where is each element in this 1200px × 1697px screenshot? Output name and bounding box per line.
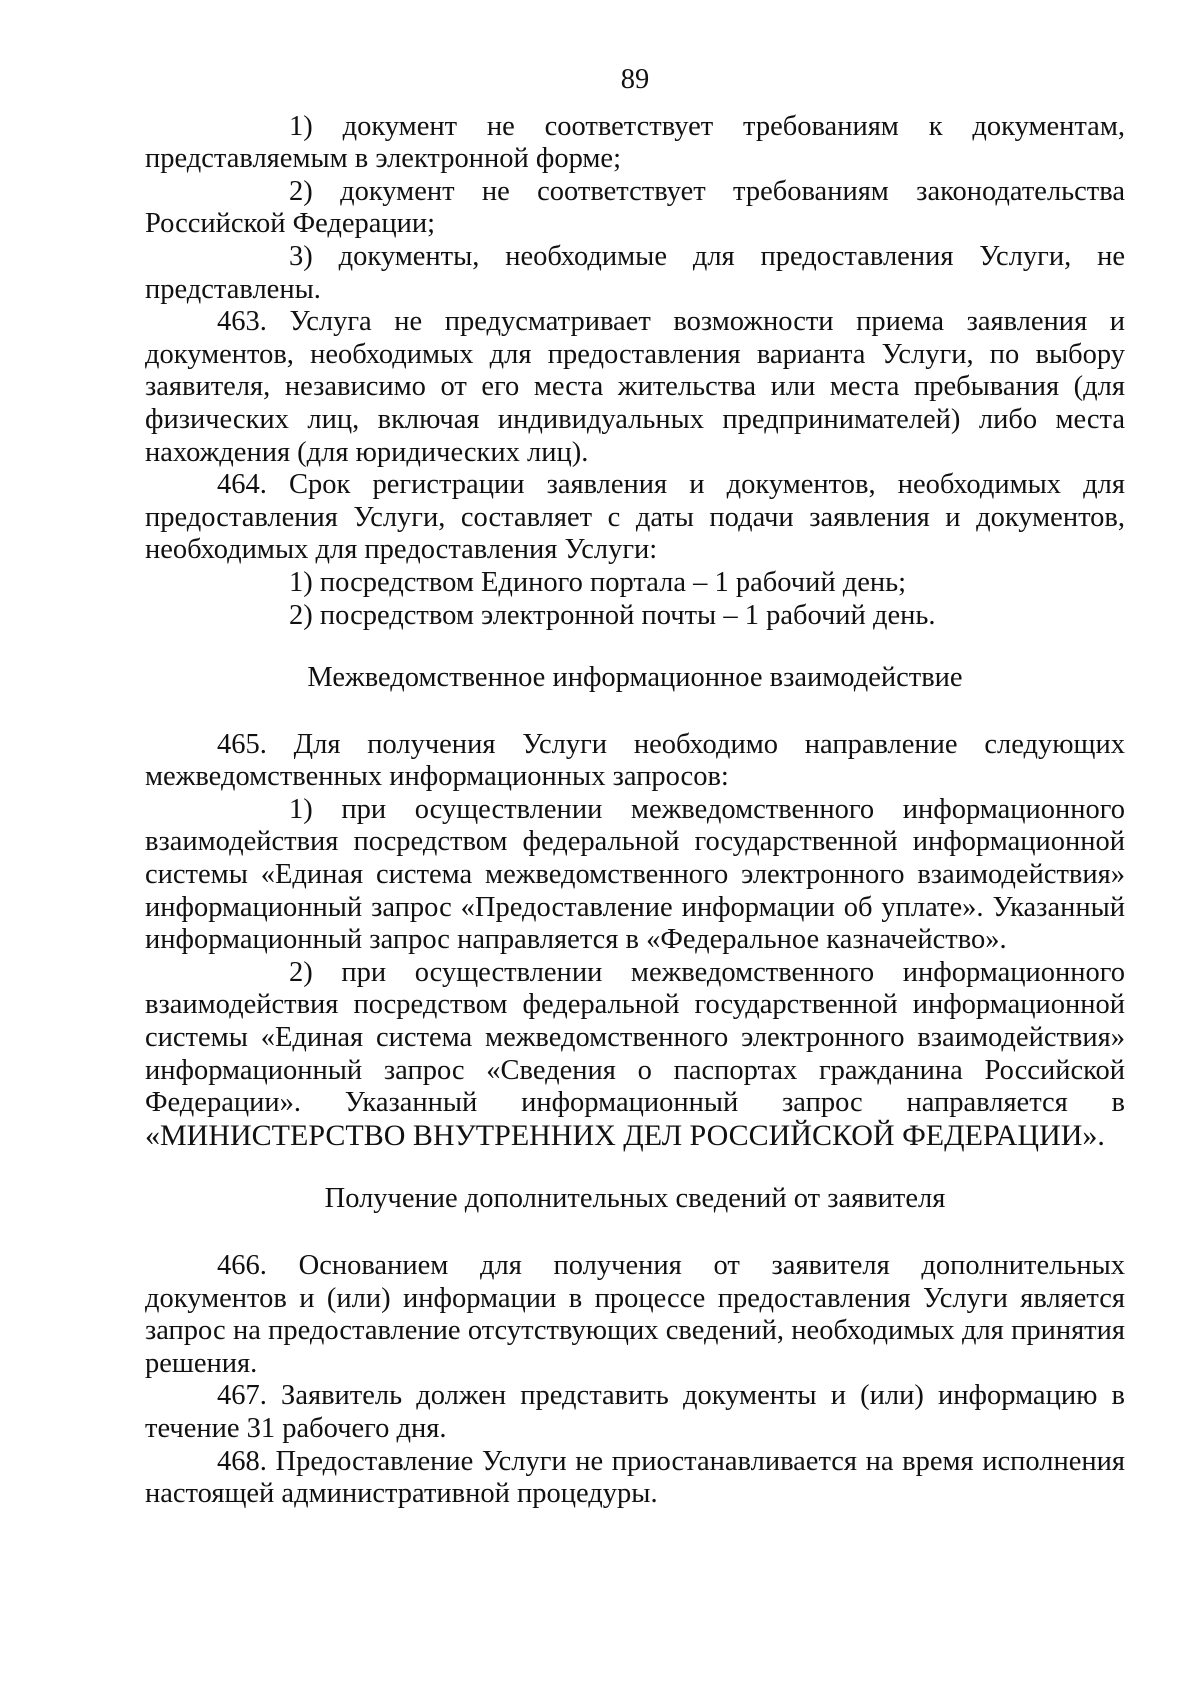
list-item: [145, 111, 1125, 176]
paragraph-text: Предоставление Услуги не приостанавливается на время исполнения настоящей административной процедуры.: [145, 1445, 1126, 1510]
paragraph-number: 463.: [217, 306, 267, 338]
item-text: документ не соответствует требованиям к документам, представляемым в электронной форме;: [145, 110, 1125, 175]
item-text: документ не соответствует требованиям законодательства Российской Федерации;: [145, 175, 1125, 240]
document-page: [145, 64, 1125, 1511]
item-number: 2): [289, 956, 313, 988]
paragraph-text: Заявитель должен представить документы и (или) информацию в течение 31 рабочего дня.: [145, 1380, 1125, 1444]
paragraph-463: [145, 306, 1125, 469]
list-item: [145, 567, 1125, 600]
item-number: 1): [289, 793, 313, 825]
paragraph-number: 468.: [217, 1445, 267, 1477]
item-number: 1): [289, 110, 313, 142]
item-number: 2): [289, 175, 313, 207]
paragraph-text: Услуга не предусматривает возможности приема заявления и документов, необходимых для предоставления варианта Услуги, по выбору заявителя, независимо от его места жительства или места пребывания (для физических лиц, включая индивидуальных предпринимателей) либо места нахождения (для юридических лиц).: [145, 306, 1125, 468]
paragraph-text: Основанием для получения от заявителя дополнительных документов и (или) информации в процессе предоставления Услуги является запрос на предоставление отсутствующих сведений, необходимых для принятия решения.: [145, 1250, 1126, 1379]
item-number: 1): [289, 566, 313, 598]
section-heading: Межведомственное информационное взаимодействие: [307, 662, 963, 694]
paragraph-number: 465.: [217, 728, 267, 760]
paragraph-467: [145, 1380, 1125, 1445]
paragraph-text: Срок регистрации заявления и документов, необходимых для предоставления Услуги, составляет с даты подачи заявления и документов, необходимых для предоставления Услуги:: [145, 469, 1126, 566]
item-number: 2): [289, 599, 313, 631]
ministry-name: «МИНИСТЕРСТВО ВНУТРЕННИХ ДЕЛ РОССИЙСКОЙ ФЕДЕРАЦИИ».: [145, 1118, 1105, 1152]
item-text: документы, необходимые для предоставления Услуги, не представлены.: [145, 240, 1126, 305]
paragraph-465: [145, 729, 1125, 794]
paragraph-number: 466.: [217, 1250, 267, 1281]
list-item: [145, 176, 1125, 241]
paragraph-text: Для получения Услуги необходимо направление следующих межведомственных информационных запросов:: [145, 728, 1126, 793]
paragraph-466: [145, 1250, 1125, 1380]
item-text: посредством электронной почты – 1 рабочий день.: [319, 599, 936, 631]
list-item: [145, 957, 1125, 1154]
paragraph-468: [145, 1446, 1125, 1511]
page-number: 89: [620, 64, 650, 95]
list-item: [145, 600, 1125, 633]
paragraph-464: [145, 469, 1125, 567]
item-text: посредством Единого портала – 1 рабочий день;: [319, 566, 907, 598]
item-number: 3): [289, 240, 313, 272]
list-item: [145, 241, 1125, 306]
list-item: [145, 794, 1125, 957]
paragraph-number: 464.: [217, 469, 267, 501]
item-text: при осуществлении межведомственного информационного взаимодействия посредством федеральной государственной информационной системы «Единая система межведомственного электронного взаимодействия» информационный запрос «Предоставление информации об уплате». Указанный информационный запрос направляется в «Федеральное казначейство».: [145, 793, 1125, 956]
item-text: при осуществлении межведомственного информационного взаимодействия посредством федеральной государственной информационной системы «Единая система межведомственного электронного взаимодействия» информационный запрос «Сведения о паспортах гражданина Российской Федерации». Указанный информационный запрос направляется в: [145, 956, 1125, 1119]
section-heading: Получение дополнительных сведений от заявителя: [324, 1183, 946, 1215]
paragraph-number: 467.: [217, 1380, 267, 1412]
